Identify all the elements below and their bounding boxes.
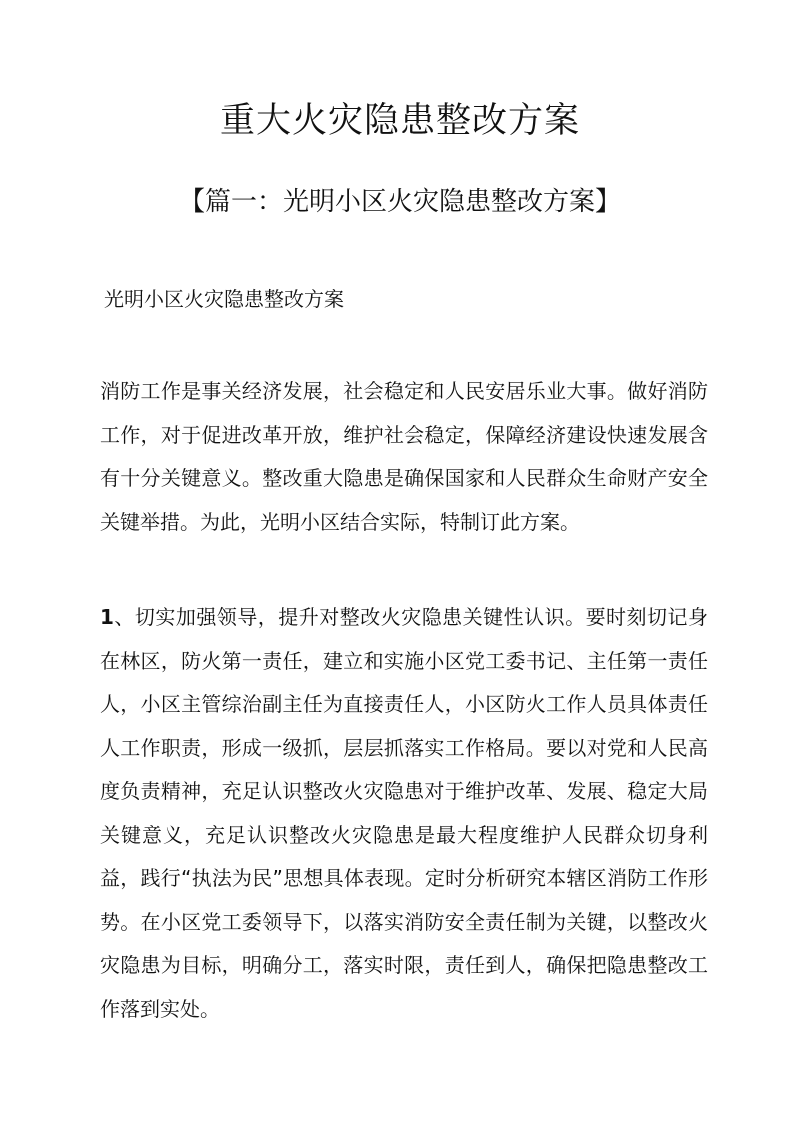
paragraph-point-1: [100, 596, 708, 1031]
document-subtitle: 【篇一：光明小区火灾隐患整改方案】: [178, 187, 621, 217]
document-title: 重大火灾隐患整改方案: [219, 101, 580, 141]
paragraph-intro: [100, 370, 708, 544]
paragraph-number: 1: [100, 605, 114, 629]
paragraph-point-1-text: 、切实加强领导，提升对整改火灾隐患关键性认识。要时刻切记身在林区，防火第一责任，建立和实施小区党工委书记、主任第一责任人，小区主管综治副主任为直接责任人，小区防火工作人员具体责任人工作职责，形成一级抓，层层抓落实工作格局。要以对党和人民高度负责精神，充足认识整改火灾隐患对于维护改革、发展、稳定大局关键意义，充足认识整改火灾隐患是最大程度维护人民群众切身利益，践行“执法为民”思想具体表现。定时分析研究本辖区消防工作形势。在小区党工委领导下，以落实消防安全责任制为关键，以整改火灾隐患为目标，明确分工，落实时限，责任到人，确保把隐患整改工作落到实处。: [100, 605, 708, 1021]
section-heading: 光明小区火灾隐患整改方案: [104, 287, 344, 311]
paragraph-intro-text: 消防工作是事关经济发展，社会稳定和人民安居乐业大事。做好消防工作，对于促进改革开放，维护社会稳定，保障经济建设快速发展含有十分关键意义。整改重大隐患是确保国家和人民群众生命财产安全关键举措。为此，光明小区结合实际，特制订此方案。: [100, 379, 708, 534]
